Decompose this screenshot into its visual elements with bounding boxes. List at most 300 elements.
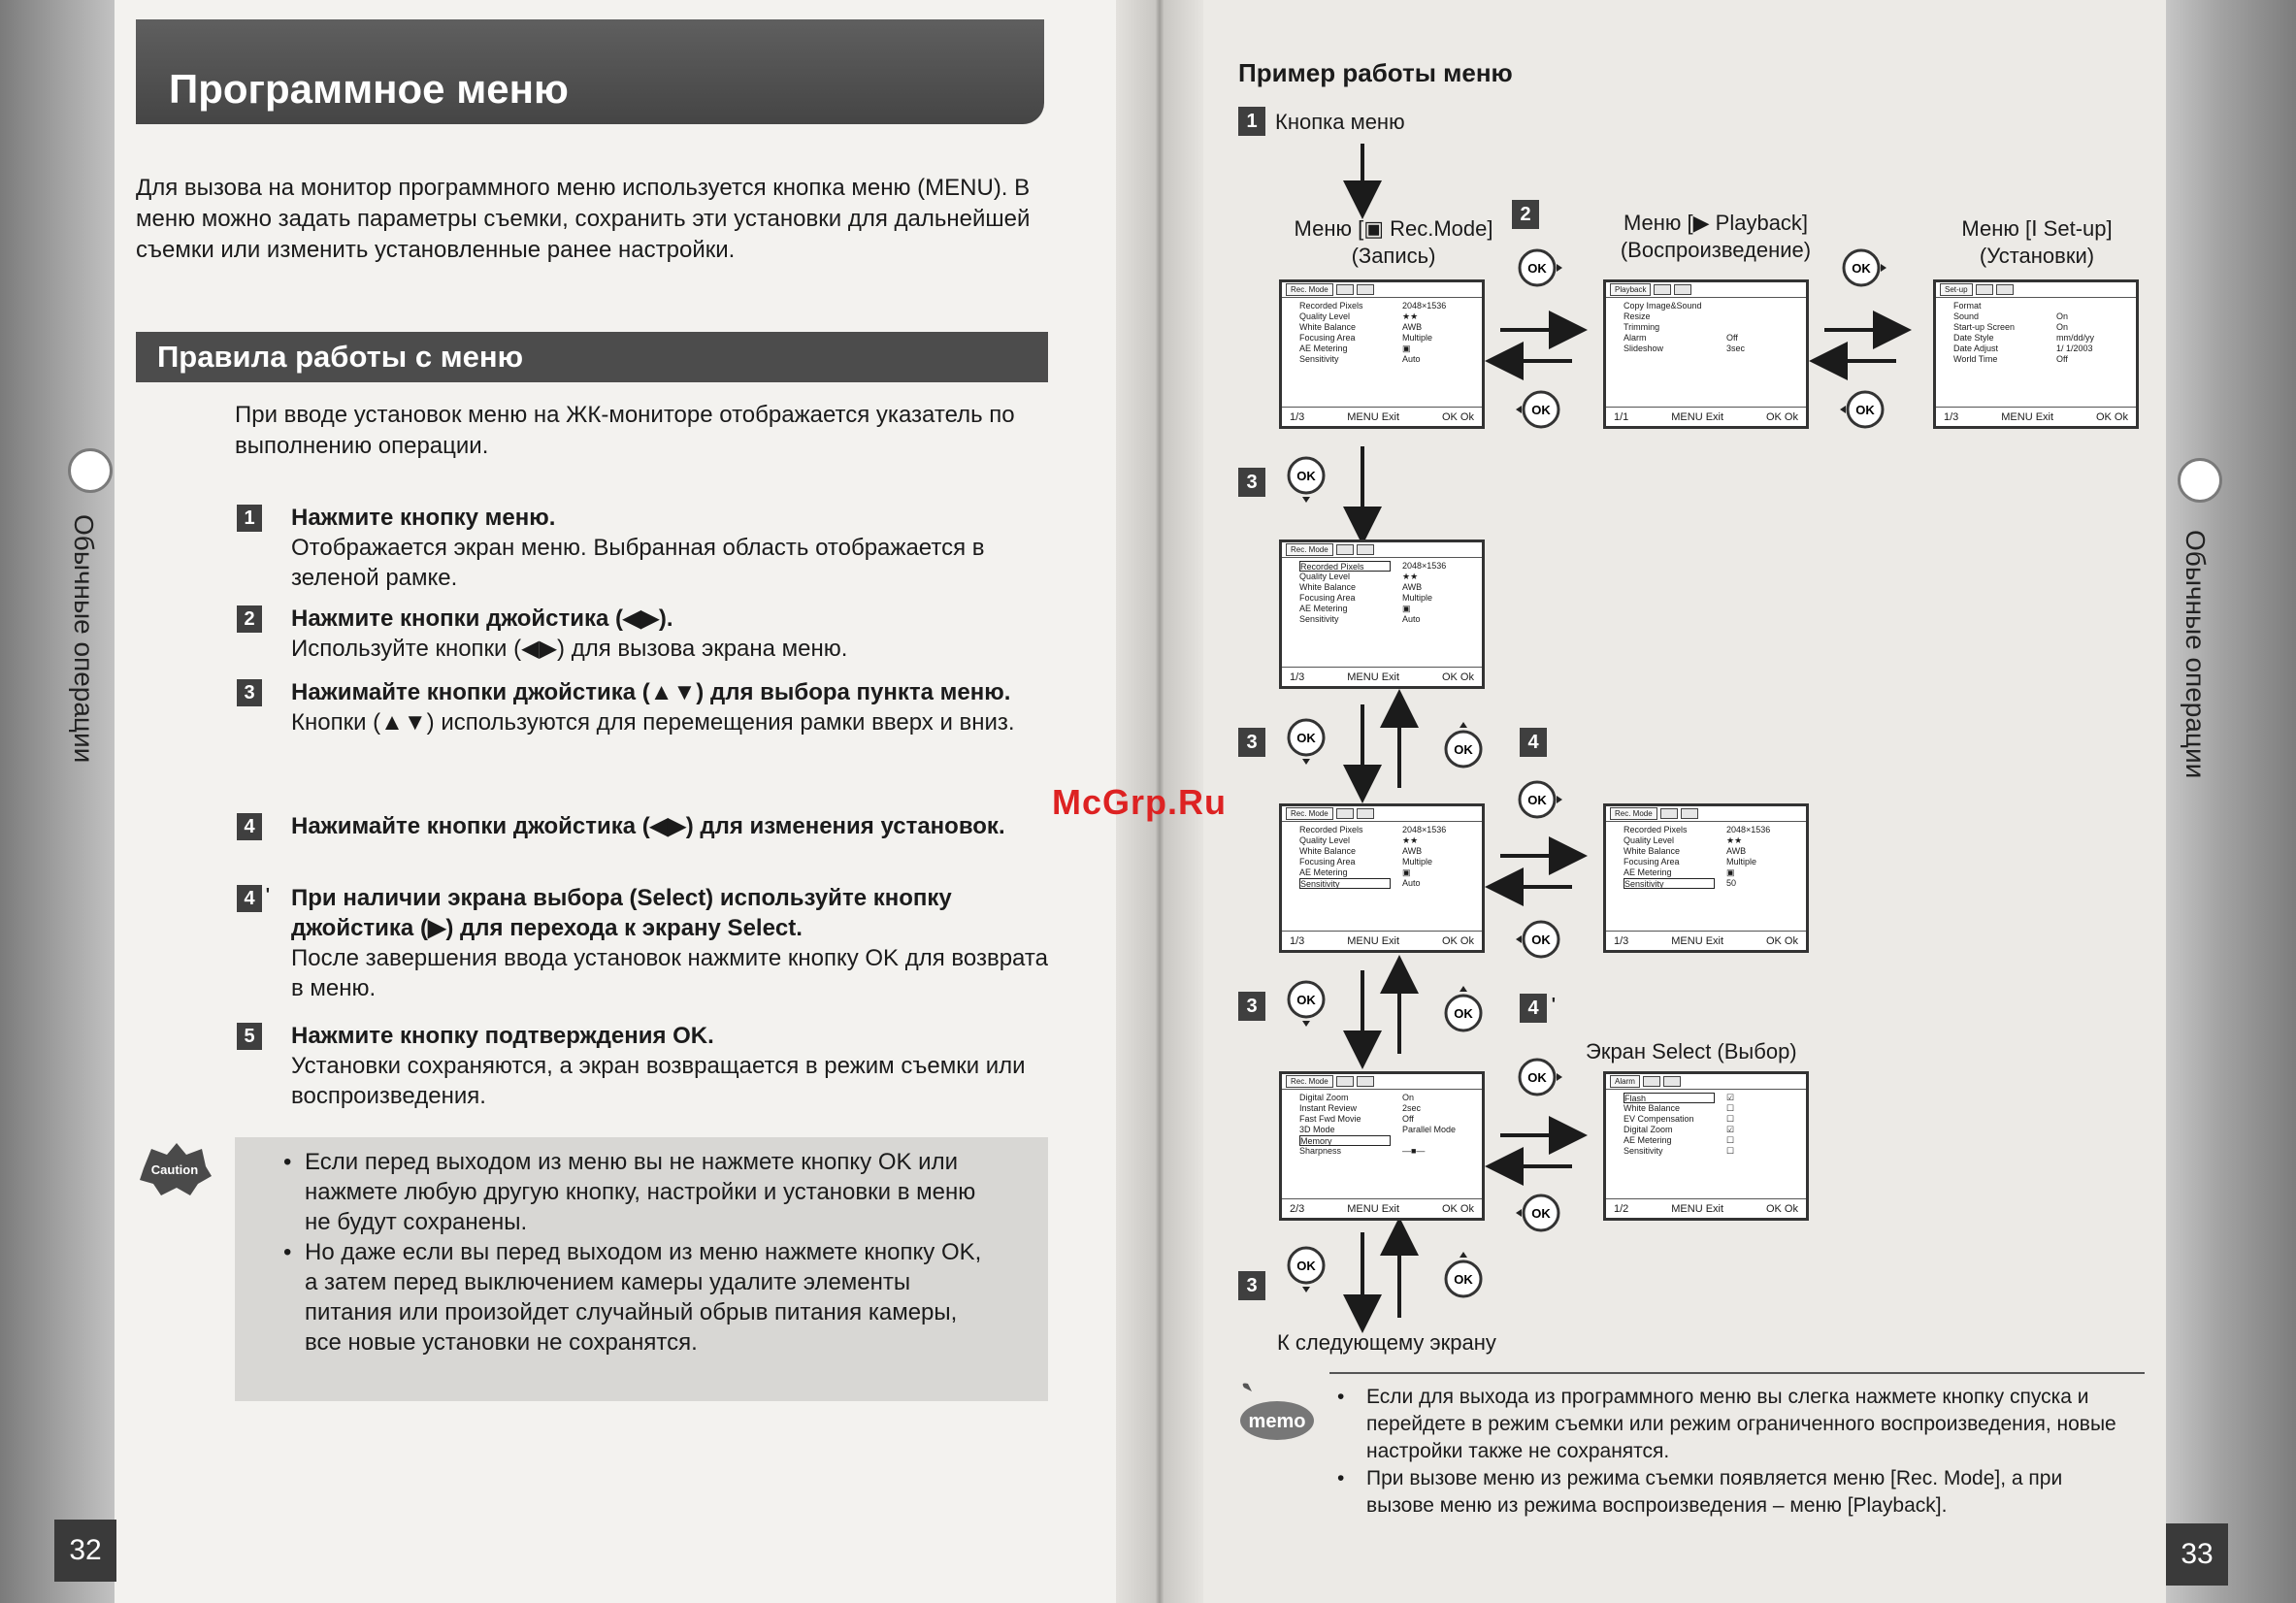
step-heading: Нажимайте кнопки джойстика (▲▼) для выбора пункта меню. [291,679,1011,705]
step-number: 1 [237,505,262,532]
screen-menu-value [1726,354,1798,365]
screen-menu-key: World Time [1953,354,1998,364]
screen-menu-value: ☐ [1726,1114,1735,1124]
screen-menu-value: ☑ [1726,1093,1735,1102]
screen-menu-key: Digital Zoom [1299,1093,1349,1102]
screen-menu-row [1624,857,1798,867]
screen-menu-row [1624,311,1798,322]
screen-footer [1606,407,1806,426]
screen-tab-icon [1660,808,1678,819]
screen-tab-title: Set-up [1940,283,1973,296]
screen-tab-bar [1606,282,1806,298]
screen-menu-key: Slideshow [1624,344,1664,353]
screen-menu-value: Multiple [1402,333,1433,343]
screen-menu-row [1299,1093,1474,1103]
screen-tab-icon [1336,544,1354,555]
svg-text:OK: OK [1527,793,1547,807]
step-marker-3: 3 [1238,468,1265,497]
step-body: После завершения ввода установок нажмите кнопку OK для возврата в меню. [291,945,1048,1001]
screen-menu-row [1624,1114,1798,1125]
screen-menu-key: Sensitivity [1624,878,1715,889]
screen-menu-value: ★★ [1402,572,1419,581]
screen-ok-hint: OK Ok [1441,1202,1474,1215]
screen-menu-key: Copy Image&Sound [1624,301,1702,311]
screen-rows [1606,822,1806,889]
left-page [0,0,1145,1603]
screen-tab-icon [1357,808,1374,819]
screen-menu-row [1624,846,1798,857]
screen-ok-hint: OK Ok [1765,934,1798,947]
screen-tab-bar [1936,282,2136,298]
screen-menu-value: AWB [1402,582,1423,592]
screen-tab-icon [1976,284,1993,295]
screen-menu-value: ▣ [1402,867,1411,877]
screen-tab-bar [1282,282,1482,298]
screen-menu-value: Off [1726,333,1738,343]
screen-menu-value: ★★ [1402,311,1419,321]
step-number: 4 ' [237,885,262,912]
step-number: 3 [237,679,262,706]
screen-menu-row [1953,333,2128,344]
screen-footer [1282,407,1482,426]
step-heading: Нажмите кнопки джойстика (◀▶). [291,605,673,632]
svg-text:OK: OK [1296,469,1316,483]
screen-page-indicator: 1/3 [1290,410,1305,423]
screen-menu-value: 2048×1536 [1726,825,1771,834]
screen-menu-row [1299,867,1474,878]
tab-marker-left [68,448,113,493]
screen-menu-row [1299,561,1474,572]
ok-joystick-right-icon [1516,1054,1562,1100]
svg-text:OK: OK [1296,1259,1316,1273]
screen-menu-value: ▣ [1402,344,1411,353]
screen-menu-key: AE Metering [1299,604,1348,613]
screen-tab-icon [1357,284,1374,295]
screen-footer [1282,667,1482,686]
example-title: Пример работы меню [1238,58,1513,87]
screen-ok-hint: OK Ok [1441,410,1474,423]
svg-text:OK: OK [1531,932,1551,947]
screen-ok-hint: OK Ok [1441,671,1474,683]
step-3 [237,677,1052,737]
screen-menu-key: Focusing Area [1299,333,1356,343]
screen-rec-mode-sensitivity [1279,803,1485,953]
screen-menu-key [1624,354,1715,365]
screen-tab-bar [1282,542,1482,558]
screen-menu-value: AWB [1402,322,1423,332]
svg-text:OK: OK [1454,742,1473,757]
step-body: Кнопки (▲▼) используются для перемещения рамки вверх и вниз. [291,709,1015,736]
screen-menu-value: Auto [1402,614,1421,624]
screen-menu-value [1402,1135,1474,1146]
screen-menu-key: Instant Review [1299,1103,1358,1113]
step-marker-3: 3 [1238,1271,1265,1300]
screen-menu-value: 2048×1536 [1402,301,1447,311]
step-heading: Нажмите кнопку подтверждения OK. [291,1023,714,1049]
caution-label: Caution [150,1162,199,1177]
section-title: Правила работы с меню [136,332,1048,382]
next-screen-label: К следующему экрану [1277,1330,1496,1355]
screen-menu-value: On [2056,311,2069,321]
intro-paragraph: Для вызова на монитор программного меню используется кнопка меню (MENU). В меню можно задать параметры съемки, сохранить эти установки для дальнейшей съемки или изменить установленные ранее настройки. [136,175,1031,263]
screen-menu-value: ▣ [1726,867,1735,877]
left-edge-strip [0,0,115,1603]
screen-menu-row [1624,878,1798,889]
svg-text:OK: OK [1852,261,1871,276]
screen-menu-row [1624,301,1798,311]
section-intro: При вводе установок меню на ЖК-мониторе отображается указатель по выполнению операции. [235,402,1015,459]
setup-label: Меню [Ⅰ Set-up] (Установки) [1961,216,2113,268]
screen-menu-row [1299,825,1474,835]
screen-exit-hint: MENU Exit [1347,671,1400,683]
screen-tab-title: Rec. Mode [1286,283,1333,296]
screen-menu-value [1726,322,1798,333]
svg-text:OK: OK [1454,1006,1473,1021]
screen-menu-value: 2sec [1402,1103,1422,1113]
screen-menu-value: Off [1402,1114,1414,1124]
screen-tab-title: Rec. Mode [1286,1075,1333,1088]
screen-menu-row [1299,846,1474,857]
ok-joystick-left-icon [1516,386,1562,433]
screen-exit-hint: MENU Exit [2001,410,2054,423]
select-screen-label: Экран Select (Выбор) [1586,1039,1797,1063]
screen-menu-value: ☐ [1726,1103,1735,1113]
screen-menu-key: Recorded Pixels [1299,561,1391,572]
screen-menu-key: AE Metering [1299,867,1348,877]
screen-rows [1936,298,2136,365]
svg-text:OK: OK [1855,403,1875,417]
screen-menu-key: Sensitivity [1624,1146,1663,1156]
step-1 [237,503,1052,593]
screen-menu-value: 2048×1536 [1402,825,1447,834]
screen-tab-icon [1681,808,1698,819]
screen-page-indicator: 1/3 [1290,671,1305,683]
screen-tab-bar [1282,1074,1482,1090]
screen-page-indicator: 1/3 [1290,934,1305,947]
screen-menu-key: EV Compensation [1624,1114,1694,1124]
screen-menu-row [1624,1103,1798,1114]
screen-menu-row [1624,1146,1798,1157]
screen-menu-key: Date Style [1953,333,1994,343]
screen-menu-value: ☐ [1726,1146,1735,1156]
screen-menu-value: Off [2056,354,2068,364]
screen-menu-key: AE Metering [1299,344,1348,353]
screen-select [1603,1071,1809,1221]
screen-menu-row [1299,1125,1474,1135]
screen-tab-title: Rec. Mode [1286,807,1333,820]
caution-box [235,1137,1048,1401]
step-number: 4 [237,813,262,840]
screen-tab-bar [1282,806,1482,822]
screen-menu-row [1624,825,1798,835]
side-chapter-label-left: Обычные операции [69,514,99,764]
step-marker-1: 1 [1238,107,1265,136]
screen-menu-key: Alarm [1624,333,1647,343]
screen-menu-row [1624,322,1798,333]
step-marker-2: 2 [1512,200,1539,229]
svg-text:OK: OK [1454,1272,1473,1287]
screen-menu-key: Focusing Area [1299,857,1356,867]
screen-menu-row [1299,614,1474,625]
screen-menu-row [1299,857,1474,867]
screen-menu-key: Sensitivity [1299,354,1339,364]
screen-tab-icon [1674,284,1691,295]
screen-menu-row [1299,322,1474,333]
side-chapter-label-right: Обычные операции [2181,530,2211,779]
screen-tab-title: Rec. Mode [1610,807,1657,820]
screen-menu-row [1624,344,1798,354]
screen-playback [1603,279,1809,429]
ok-joystick-left-icon [1840,386,1886,433]
screen-menu-key: White Balance [1624,1103,1681,1113]
svg-text:OK: OK [1531,1206,1551,1221]
screen-menu-key: Resize [1624,311,1651,321]
screen-menu-value: ★★ [1726,835,1743,845]
screen-menu-row [1299,878,1474,889]
step-number: 2 [237,605,262,633]
screen-menu-row [1953,322,2128,333]
screen-menu-row [1624,1093,1798,1103]
step-body: Установки сохраняются, а экран возвращается в режим съемки или воспроизведения. [291,1053,1026,1109]
screen-menu-value: Multiple [1402,593,1433,603]
step-marker-4-prime: 4 ' [1520,994,1547,1023]
screen-tab-icon [1357,544,1374,555]
screen-rec-mode-sensitivity-changed [1603,803,1809,953]
ok-joystick-right-icon [1516,776,1562,823]
screen-rows [1282,1090,1482,1157]
screen-menu-value: 3sec [1726,344,1746,353]
screen-menu-key: Recorded Pixels [1624,825,1688,834]
ok-joystick-up-icon [1440,1252,1487,1298]
screen-page-indicator: 1/1 [1614,410,1629,423]
screen-menu-key: Quality Level [1624,835,1675,845]
screen-menu-row [1624,333,1798,344]
screen-ok-hint: OK Ok [1765,410,1798,423]
screen-tab-title: Alarm [1610,1075,1640,1088]
screen-tab-icon [1357,1076,1374,1087]
screen-menu-value: Multiple [1402,857,1433,867]
screen-menu-key: White Balance [1299,846,1357,856]
screen-rows [1606,1090,1806,1157]
ok-joystick-up-icon [1440,986,1487,1032]
screen-ok-hint: OK Ok [2095,410,2128,423]
screen-tab-icon [1654,284,1671,295]
screen-menu-row [1299,593,1474,604]
ok-joystick-down-icon [1283,980,1329,1027]
screen-menu-row [1953,311,2128,322]
screen-page-indicator: 1/2 [1614,1202,1629,1215]
screen-menu-row [1299,333,1474,344]
screen-menu-row [1299,572,1474,582]
screen-footer [1606,1198,1806,1218]
svg-text:OK: OK [1296,731,1316,745]
screen-menu-row [1299,582,1474,593]
screen-tab-icon [1643,1076,1660,1087]
screen-tab-icon [1336,284,1354,295]
screen-menu-row [1299,1146,1474,1157]
rec-mode-label: Меню [▣ Rec.Mode] (Запись) [1294,216,1493,268]
ok-joystick-right-icon [1840,245,1886,291]
page-number-left: 32 [54,1520,116,1582]
step-2 [237,604,1052,664]
svg-text:OK: OK [1531,403,1551,417]
screen-menu-key: Flash [1624,1093,1715,1103]
step-5 [237,1021,1052,1111]
screen-menu-row [1299,1114,1474,1125]
screen-menu-key: Date Adjust [1953,344,1999,353]
screen-menu-key: Format [1953,301,1982,311]
playback-label: Меню [▶ Playback] (Воспроизведение) [1620,211,1812,262]
screen-menu-key: White Balance [1624,846,1681,856]
screen-menu-key: White Balance [1299,582,1357,592]
screen-menu-value: 2048×1536 [1402,561,1447,571]
memo-icon [1230,1380,1316,1448]
step-body: Используйте кнопки (◀▶) для вызова экрана меню. [291,636,848,662]
screen-menu-key: Memory [1299,1135,1391,1146]
screen-rec-mode-selected [1279,540,1485,689]
ok-joystick-down-icon [1283,456,1329,503]
screen-tab-icon [1663,1076,1681,1087]
screen-footer [1936,407,2136,426]
screen-menu-row [1299,1135,1474,1146]
step-body: Отображается экран меню. Выбранная область отображается в зеленой рамке. [291,535,985,591]
tab-marker-right [2178,458,2222,503]
screen-page-indicator: 2/3 [1290,1202,1305,1215]
screen-menu-key: AE Metering [1624,1135,1672,1145]
menu-button-label: Кнопка меню [1275,110,1405,134]
screen-exit-hint: MENU Exit [1347,1202,1400,1215]
screen-menu-value: Auto [1402,878,1421,888]
screen-menu-value: AWB [1402,846,1423,856]
screen-menu-value: ☑ [1726,1125,1735,1134]
screen-menu-key: 3D Mode [1299,1125,1335,1134]
screen-tab-bar [1606,1074,1806,1090]
screen-exit-hint: MENU Exit [1671,410,1724,423]
step-4 [237,811,1052,841]
screen-page-indicator: 1/3 [1614,934,1629,947]
screen-exit-hint: MENU Exit [1671,1202,1724,1215]
screen-menu-key: White Balance [1299,322,1357,332]
screen-tab-title: Playback [1610,283,1651,296]
screen-menu-key: Digital Zoom [1624,1125,1673,1134]
memo-list [1337,1384,2123,1520]
caution-item: • Но даже если вы перед выходом из меню нажмете кнопку OK, а затем перед выключением камеры удалите элементы питания или произойдет случайный обрыв питания камеры, все новые установки не сохранятся. [283,1237,982,1358]
screen-ok-hint: OK Ok [1765,1202,1798,1215]
screen-menu-value: Multiple [1726,857,1757,867]
screen-menu-row [1299,311,1474,322]
screen-menu-value: Auto [1402,354,1421,364]
step-marker-3: 3 [1238,728,1265,757]
svg-text:OK: OK [1527,261,1547,276]
page-title: Программное меню [136,19,1044,124]
memo-divider [1329,1372,2145,1374]
screen-menu-value [1726,311,1798,322]
screen-tab-icon [1996,284,2014,295]
screen-menu-key: Sensitivity [1299,614,1339,624]
screen-menu-row [1953,301,2128,311]
screen-menu-key: Recorded Pixels [1299,825,1363,834]
step-marker-3: 3 [1238,992,1265,1021]
screen-menu-value: Parallel Mode [1402,1125,1457,1134]
screen-menu-key: Trimming [1624,322,1660,332]
screen-setup [1933,279,2139,429]
memo-label: memo [1248,1411,1306,1432]
svg-text:OK: OK [1527,1070,1547,1085]
screen-page-indicator: 1/3 [1944,410,1959,423]
ok-joystick-down-icon [1283,718,1329,765]
step-4-prime [237,883,1052,1003]
screen-menu-value: On [1402,1093,1415,1102]
step-marker-4: 4 [1520,728,1547,757]
screen-menu-value: ▣ [1402,604,1411,613]
screen-menu-value [2056,301,2128,311]
screen-tab-bar [1606,806,1806,822]
screen-menu-row [1953,354,2128,365]
screen-menu-value: On [2056,322,2069,332]
screen-ok-hint: OK Ok [1441,934,1474,947]
screen-menu-row [1624,354,1798,365]
step-heading: Нажмите кнопку меню. [291,505,556,531]
screen-footer [1282,1198,1482,1218]
screen-rows [1282,822,1482,889]
step-number: 5 [237,1023,262,1050]
page-number-right: 33 [2166,1523,2228,1586]
step-heading: При наличии экрана выбора (Select) используйте кнопку джойстика (▶) для перехода к экрану Select. [291,885,952,941]
step-heading: Нажимайте кнопки джойстика (◀▶) для изменения установок. [291,813,1005,839]
screen-rec-mode [1279,279,1485,429]
caution-icon [138,1141,212,1195]
screen-menu-value [1726,301,1798,311]
screen-menu-key: Sound [1953,311,1980,321]
screen-menu-row [1624,867,1798,878]
screen-menu-key: Focusing Area [1624,857,1680,867]
screen-menu-row [1624,1125,1798,1135]
ok-joystick-left-icon [1516,916,1562,963]
ok-joystick-left-icon [1516,1190,1562,1236]
screen-menu-row [1299,604,1474,614]
screen-menu-key: Recorded Pixels [1299,301,1363,311]
screen-rec-mode-page2 [1279,1071,1485,1221]
screen-menu-value: —■— [1402,1146,1426,1156]
screen-tab-icon [1336,1076,1354,1087]
screen-menu-row [1299,1103,1474,1114]
screen-menu-row [1624,1135,1798,1146]
screen-menu-value: ★★ [1402,835,1419,845]
screen-menu-key: Sharpness [1299,1146,1342,1156]
screen-rows [1282,298,1482,365]
screen-exit-hint: MENU Exit [1347,410,1400,423]
screen-tab-title: Rec. Mode [1286,543,1333,556]
screen-menu-key: Focusing Area [1299,593,1356,603]
screen-menu-row [1953,344,2128,354]
screen-menu-key: Quality Level [1299,835,1351,845]
screen-menu-value: ☐ [1726,1135,1735,1145]
screen-menu-key: AE Metering [1624,867,1672,877]
screen-menu-key: Start-up Screen [1953,322,2016,332]
screen-exit-hint: MENU Exit [1671,934,1724,947]
screen-menu-row [1624,835,1798,846]
screen-menu-row [1299,344,1474,354]
screen-menu-key: Quality Level [1299,311,1351,321]
memo-item: • При вызове меню из режима съемки появляется меню [Rec. Mode], а при вызове меню из режима воспроизведения – меню [Playback]. [1337,1465,2123,1520]
ok-joystick-down-icon [1283,1246,1329,1292]
right-edge-strip [2166,0,2296,1603]
screen-rows [1606,298,1806,365]
screen-menu-row [1299,835,1474,846]
ok-joystick-right-icon [1516,245,1562,291]
screen-footer [1282,931,1482,950]
screen-menu-key: Quality Level [1299,572,1351,581]
